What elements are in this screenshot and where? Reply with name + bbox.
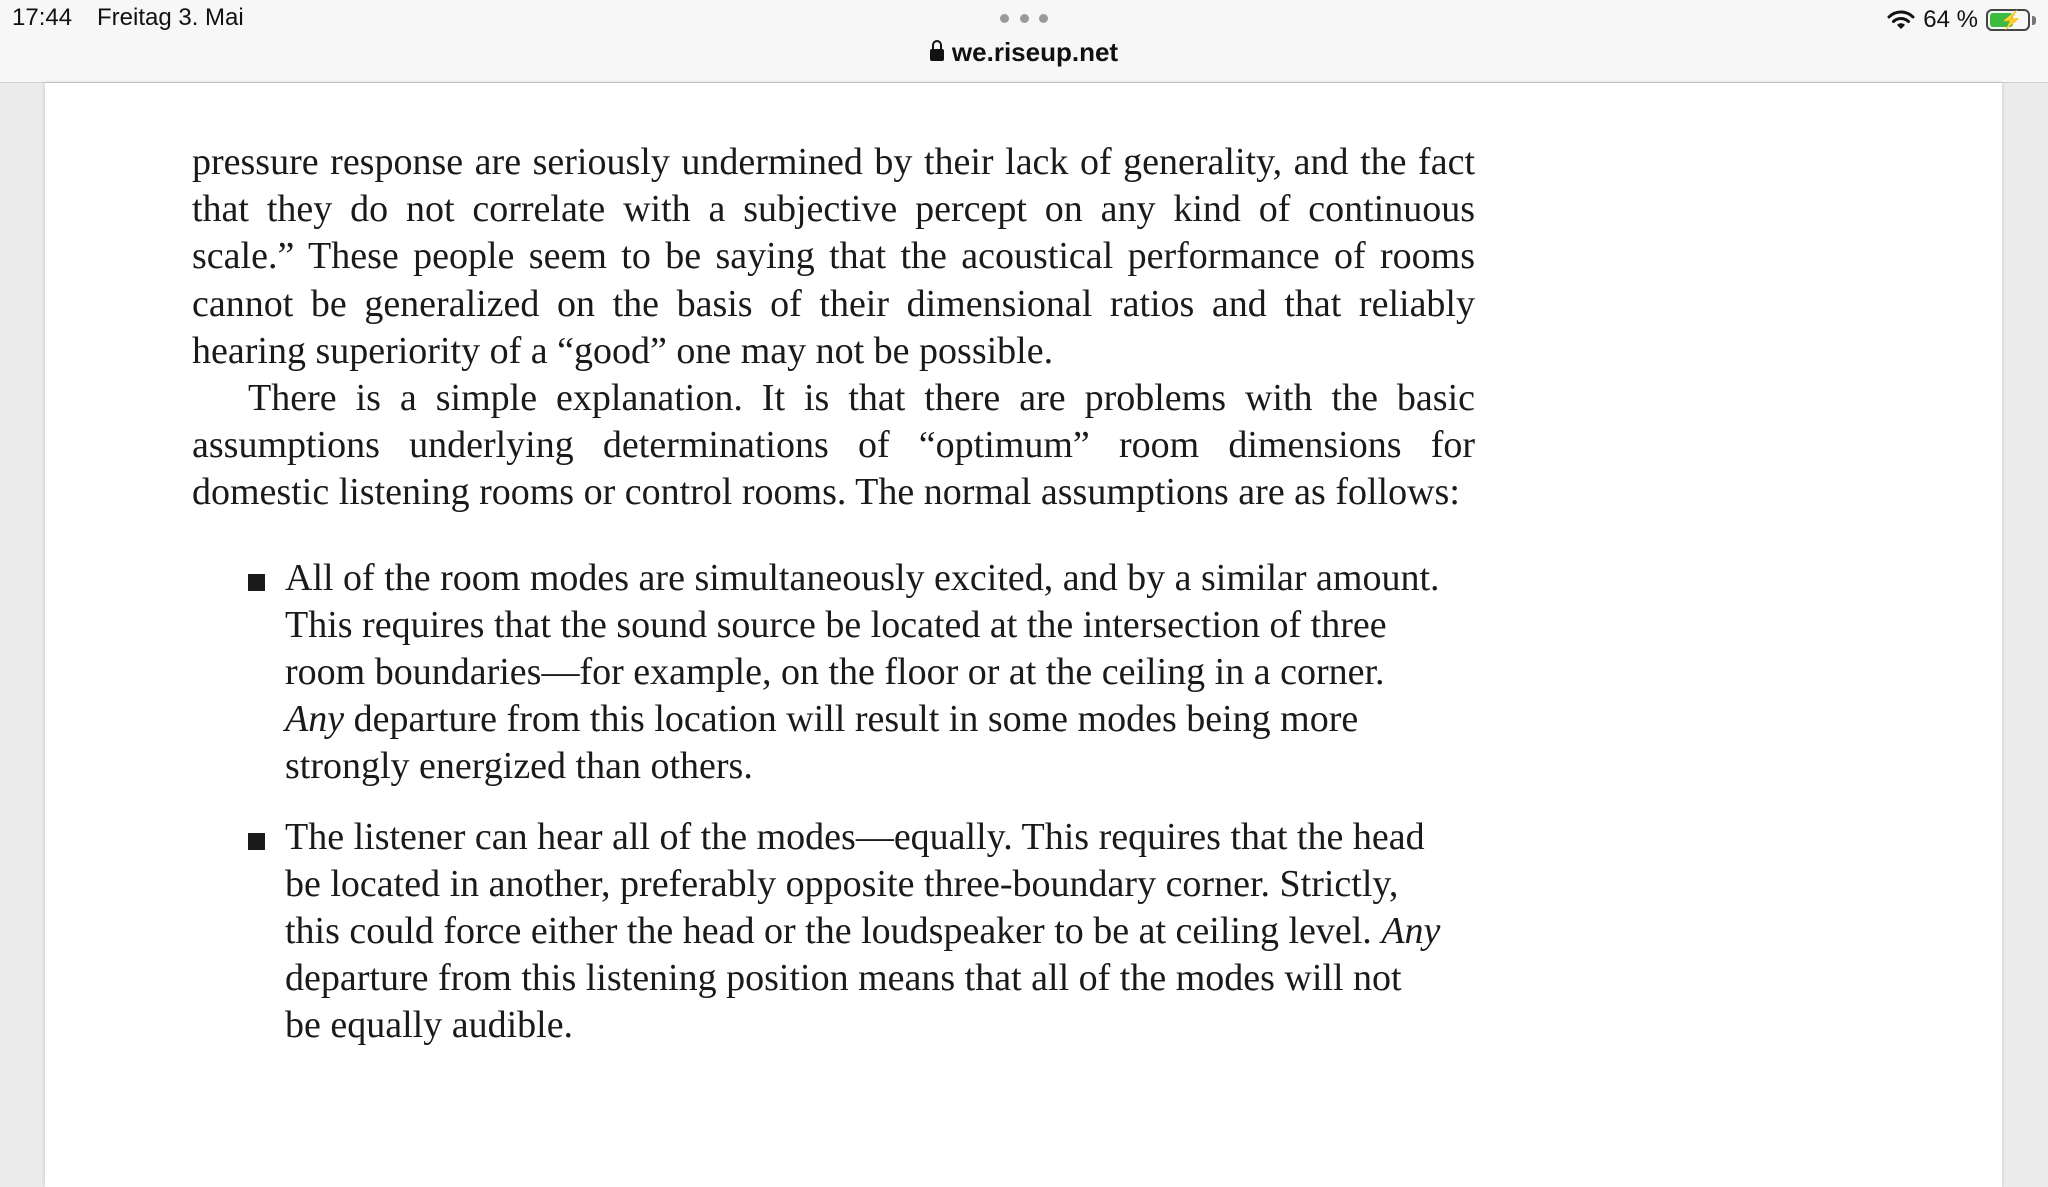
list-item — [192, 814, 1445, 1050]
list-item-text: departure from this listening position means that all of the modes will not be equally audible. — [285, 957, 1402, 1047]
document-text — [192, 139, 1475, 1050]
status-date: Freitag 3. Mai — [97, 4, 244, 31]
list-item — [192, 555, 1445, 791]
list-item-text: All of the room modes are simultaneously excited, and by a similar amount. This requires that the sound source be located at the intersection of three room boundaries—for example, on the floor or at the ceiling in a corner. — [285, 556, 1440, 694]
battery-nub — [2032, 16, 2036, 25]
list-item-emphasis: Any — [285, 698, 345, 741]
wifi-icon — [1887, 9, 1915, 31]
list-item-emphasis: Any — [1381, 910, 1441, 953]
more-dots-icon[interactable] — [1000, 14, 1048, 24]
url-text: we.riseup.net — [951, 37, 1119, 67]
battery-percentage: 64 % — [1923, 6, 1978, 33]
list-item-text: departure from this location will result in some modes being more strongly energized than others. — [285, 698, 1359, 788]
battery-charging-icon — [1986, 9, 2030, 31]
assumption-list — [192, 555, 1475, 1050]
paragraph-2: There is a simple explanation. It is that there are problems with the basic assumptions underlying determinations of “optimum” room dimensions for domestic listening rooms or control rooms. The normal assumptions are as follows: — [192, 377, 1475, 514]
status-time: 17:44 — [12, 4, 73, 31]
list-item-text: The listener can hear all of the modes—equally. This requires that the head be located in another, preferably opposite three-boundary corner. Strictly, this could force either the head or the loudspeaker to be at ceiling level. — [285, 815, 1425, 953]
bullet-square-icon — [248, 574, 265, 591]
browser-top-bar — [0, 0, 2048, 83]
status-indicators — [1887, 4, 2036, 36]
lock-icon — [930, 49, 944, 61]
document-page — [45, 83, 2002, 1187]
bullet-square-icon — [248, 833, 265, 850]
address-bar[interactable] — [0, 37, 2048, 68]
paragraph-1: pressure response are seriously undermined by their lack of generality, and the fact that they do not correlate with a subjective percept on any kind of continuous scale.” These people seem to be saying that the acoustical performance of rooms cannot be generalized on the basis of their dimensional ratios and that reliably hearing superiority of a “good” one may not be possible. — [192, 141, 1475, 372]
charging-bolt-icon: ⚡ — [2000, 10, 2023, 30]
